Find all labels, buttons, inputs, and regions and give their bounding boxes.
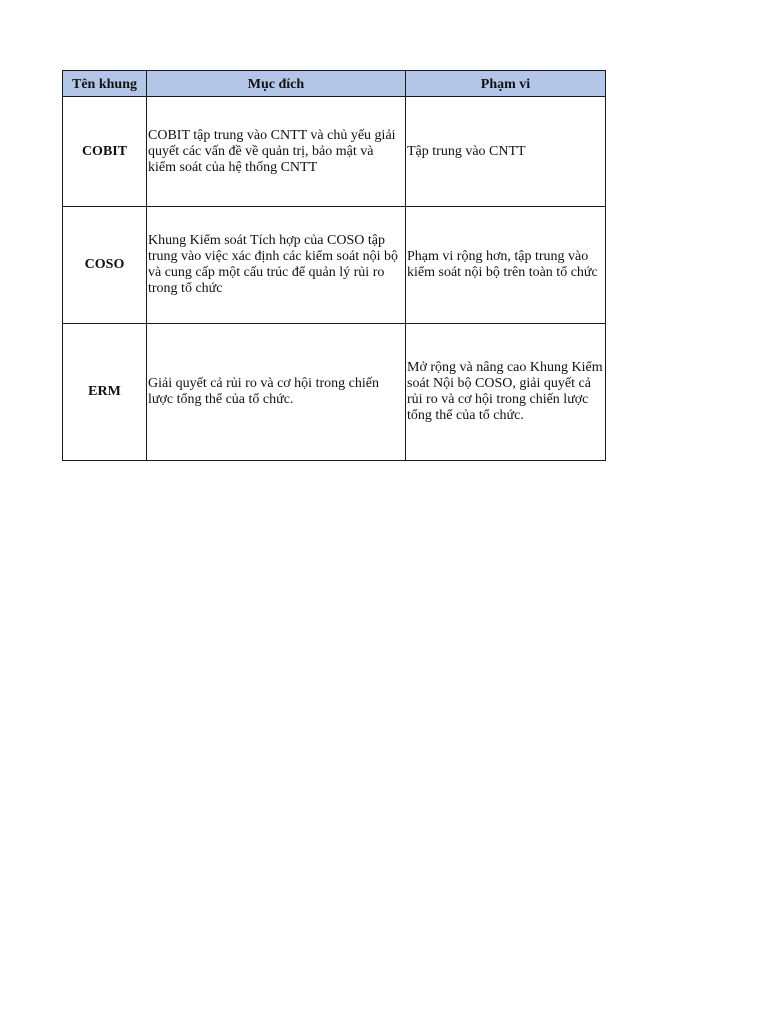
table-header [63, 71, 606, 97]
purpose-cell: Giải quyết cả rủi ro và cơ hội trong chiến lược tổng thể của tổ chức. [147, 324, 406, 461]
scope-cell: Mở rộng và nâng cao Khung Kiểm soát Nội bộ COSO, giải quyết cả rủi ro và cơ hội trong chiến lược tổng thể của tổ chức. [406, 324, 606, 461]
header-scope: Phạm vi [406, 71, 606, 97]
scope-cell: Phạm vi rộng hơn, tập trung vào kiểm soát nội bộ trên toàn tổ chức [406, 207, 606, 324]
purpose-cell: Khung Kiểm soát Tích hợp của COSO tập trung vào việc xác định các kiểm soát nội bộ và cung cấp một cấu trúc để quản lý rủi ro trong tổ chức [147, 207, 406, 324]
table-row [63, 207, 606, 324]
purpose-cell: COBIT tập trung vào CNTT và chủ yếu giải quyết các vấn đề về quản trị, bảo mật và kiểm soát của hệ thống CNTT [147, 97, 406, 207]
header-row [63, 71, 606, 97]
scope-cell: Tập trung vào CNTT [406, 97, 606, 207]
spreadsheet-page [62, 70, 605, 461]
table-body [63, 97, 606, 461]
framework-name-cell: ERM [63, 324, 147, 461]
framework-name-cell: COBIT [63, 97, 147, 207]
table-row [63, 97, 606, 207]
header-purpose: Mục đích [147, 71, 406, 97]
framework-comparison-table [62, 70, 606, 461]
header-framework-name: Tên khung [63, 71, 147, 97]
table-row [63, 324, 606, 461]
framework-name-cell: COSO [63, 207, 147, 324]
